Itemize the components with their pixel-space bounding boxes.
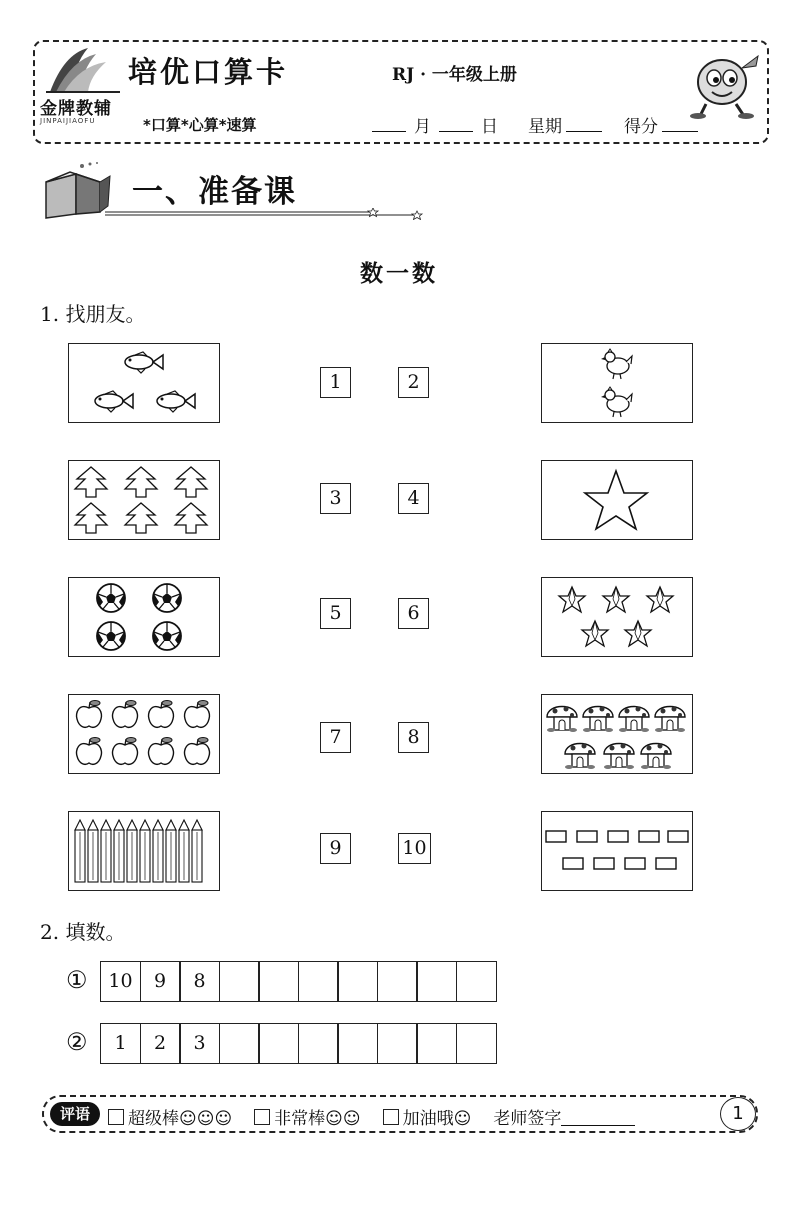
fill-cell-blank[interactable] — [377, 961, 418, 1002]
fill-cell: 2 — [140, 1023, 181, 1064]
page-number: 1 — [720, 1097, 756, 1131]
mascot-character-icon — [686, 48, 766, 120]
month-label: 月 — [414, 117, 431, 137]
chicken-icon — [542, 344, 691, 421]
brand-name: 金牌教辅 — [40, 99, 112, 119]
evaluation-badge: 评语 — [50, 1102, 100, 1126]
weekday-label: 星期 — [528, 117, 562, 137]
day-label: 日 — [481, 117, 498, 137]
fill-cell-blank[interactable] — [258, 1023, 299, 1064]
star-small-icon — [542, 578, 691, 655]
fill-cell-blank[interactable] — [219, 1023, 260, 1064]
weekday-blank[interactable] — [566, 115, 602, 132]
picture-box-large-star[interactable] — [541, 460, 693, 540]
apple-icon — [69, 695, 218, 772]
picture-box-soccer[interactable] — [68, 577, 220, 657]
row-marker-2: ② — [66, 1028, 88, 1056]
fill-cell-blank[interactable] — [258, 961, 299, 1002]
number-card-5[interactable]: 5 — [320, 598, 351, 629]
grade-label: RJ · 一年级上册 — [392, 65, 517, 85]
cube-icon — [42, 160, 112, 220]
month-blank[interactable] — [372, 115, 406, 132]
fill-cell-blank[interactable] — [456, 961, 497, 1002]
picture-box-small-stars[interactable] — [541, 577, 693, 657]
teacher-signature — [493, 1104, 635, 1129]
fill-cell-blank[interactable] — [298, 961, 339, 1002]
fill-cell-blank[interactable] — [298, 1023, 339, 1064]
number-card-1[interactable]: 1 — [320, 367, 351, 398]
option-very-good[interactable] — [254, 1104, 360, 1129]
fill-cell: 3 — [179, 1023, 220, 1064]
book-logo-icon — [44, 44, 122, 96]
fill-row-1 — [100, 961, 497, 1002]
fill-cell-blank[interactable] — [416, 961, 457, 1002]
date-score-row — [372, 112, 698, 137]
fill-cell-blank[interactable] — [456, 1023, 497, 1064]
soccer-ball-icon — [69, 578, 218, 655]
checkbox[interactable] — [383, 1109, 399, 1125]
section-title: 一、准备课 — [132, 174, 297, 210]
pencil-icon — [69, 812, 218, 889]
fill-cell: 8 — [179, 961, 220, 1002]
fish-icon — [69, 344, 218, 421]
picture-box-tree[interactable] — [68, 460, 220, 540]
option-label: 加油哦☺ — [402, 1109, 472, 1129]
picture-box-fish[interactable] — [68, 343, 220, 423]
picture-box-rectangles[interactable] — [541, 811, 693, 891]
rectangle-icon — [542, 812, 691, 889]
teacher-sign-label: 老师签字 — [493, 1109, 562, 1129]
tree-icon — [69, 461, 218, 538]
score-label: 得分 — [624, 117, 658, 137]
option-keep-going[interactable] — [383, 1104, 472, 1129]
card-title: 培优口算卡 — [128, 55, 289, 89]
number-card-3[interactable]: 3 — [320, 483, 351, 514]
row-marker-1: ① — [66, 966, 88, 994]
fill-cell: 9 — [140, 961, 181, 1002]
brand-subtext: JINPAIJIAOFU — [40, 117, 96, 125]
fill-cell-blank[interactable] — [416, 1023, 457, 1064]
number-card-8[interactable]: 8 — [398, 722, 429, 753]
evaluation-options — [108, 1104, 635, 1129]
signature-line[interactable] — [561, 1107, 635, 1126]
fill-cell: 1 — [100, 1023, 141, 1064]
number-card-10[interactable]: 10 — [398, 833, 431, 864]
number-card-6[interactable]: 6 — [398, 598, 429, 629]
picture-box-mushroom[interactable] — [541, 694, 693, 774]
fill-cell: 10 — [100, 961, 141, 1002]
number-card-4[interactable]: 4 — [398, 483, 429, 514]
number-card-9[interactable]: 9 — [320, 833, 351, 864]
picture-box-pencil[interactable] — [68, 811, 220, 891]
checkbox[interactable] — [254, 1109, 270, 1125]
picture-box-chicken[interactable] — [541, 343, 693, 423]
fill-cell-blank[interactable] — [337, 961, 378, 1002]
question-2-title: 2. 填数。 — [40, 920, 126, 944]
card-subtitle: *口算*心算*速算 — [143, 116, 257, 134]
number-card-2[interactable]: 2 — [398, 367, 429, 398]
option-label: 超级棒☺☺☺ — [128, 1109, 233, 1129]
star-large-icon — [542, 461, 691, 538]
checkbox[interactable] — [108, 1109, 124, 1125]
day-blank[interactable] — [439, 115, 473, 132]
fill-cell-blank[interactable] — [337, 1023, 378, 1064]
lesson-title: 数一数 — [360, 261, 438, 287]
fill-row-2 — [100, 1023, 497, 1064]
fill-cell-blank[interactable] — [219, 961, 260, 1002]
question-1-title: 1. 找朋友。 — [40, 302, 146, 326]
fill-cell-blank[interactable] — [377, 1023, 418, 1064]
option-label: 非常棒☺☺ — [274, 1109, 361, 1129]
number-card-7[interactable]: 7 — [320, 722, 351, 753]
section-underline — [105, 208, 425, 220]
option-super[interactable] — [108, 1104, 232, 1129]
picture-box-apple[interactable] — [68, 694, 220, 774]
mushroom-house-icon — [542, 695, 691, 772]
